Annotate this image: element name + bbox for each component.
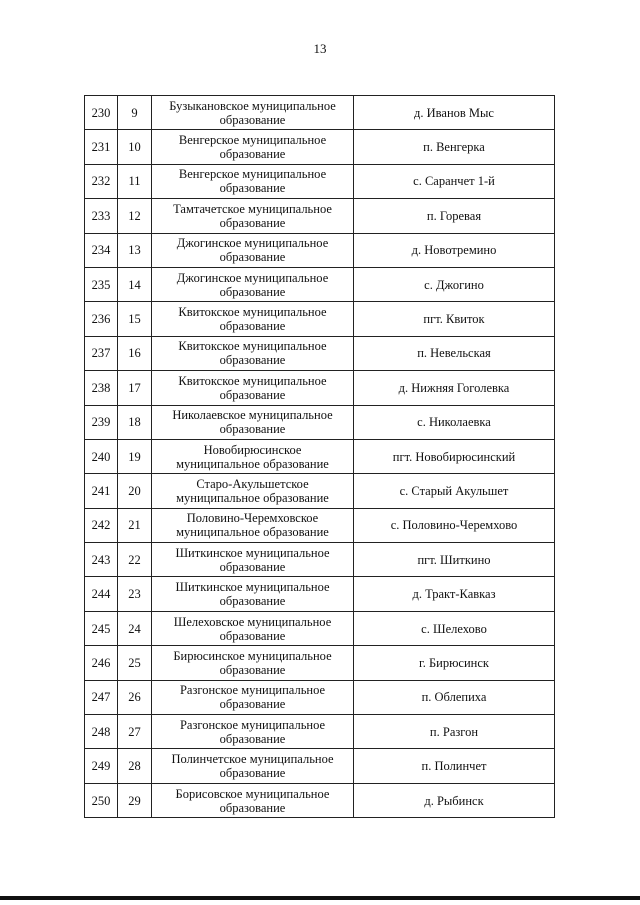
settlement-name-cell: с. Николаевка <box>354 405 555 439</box>
row-number-cell: 244 <box>85 577 118 611</box>
municipality-name-cell: Тамтачетское муниципальное образование <box>152 199 354 233</box>
settlement-name-cell: г. Бирюсинск <box>354 646 555 680</box>
municipality-name-cell: Борисовское муниципальное образование <box>152 783 354 817</box>
settlement-name-cell: пгт. Шиткино <box>354 543 555 577</box>
row-number-cell: 246 <box>85 646 118 680</box>
row-number-cell: 233 <box>85 199 118 233</box>
row-number-cell: 235 <box>85 267 118 301</box>
sub-number-cell: 20 <box>118 474 152 508</box>
sub-number-cell: 18 <box>118 405 152 439</box>
row-number-cell: 242 <box>85 508 118 542</box>
row-number-cell: 240 <box>85 439 118 473</box>
settlement-name-cell: с. Саранчет 1-й <box>354 164 555 198</box>
sub-number-cell: 15 <box>118 302 152 336</box>
row-number-cell: 239 <box>85 405 118 439</box>
table-row <box>85 336 555 370</box>
row-number-cell: 243 <box>85 543 118 577</box>
settlement-name-cell: п. Горевая <box>354 199 555 233</box>
sub-number-cell: 29 <box>118 783 152 817</box>
settlement-name-cell: п. Полинчет <box>354 749 555 783</box>
table-row <box>85 405 555 439</box>
sub-number-cell: 14 <box>118 267 152 301</box>
sub-number-cell: 11 <box>118 164 152 198</box>
row-number-cell: 230 <box>85 96 118 130</box>
sub-number-cell: 27 <box>118 715 152 749</box>
sub-number-cell: 10 <box>118 130 152 164</box>
table-row <box>85 199 555 233</box>
sub-number-cell: 17 <box>118 371 152 405</box>
municipality-name-cell: Шиткинское муниципальное образование <box>152 543 354 577</box>
municipality-name-cell: Бузыкановское муниципальное образование <box>152 96 354 130</box>
table-row <box>85 577 555 611</box>
table-row <box>85 164 555 198</box>
settlement-name-cell: д. Рыбинск <box>354 783 555 817</box>
table-body <box>85 96 555 818</box>
settlement-name-cell: д. Тракт-Кавказ <box>354 577 555 611</box>
table-row <box>85 680 555 714</box>
row-number-cell: 248 <box>85 715 118 749</box>
municipality-name-cell: Шелеховское муниципальное образование <box>152 611 354 645</box>
sub-number-cell: 16 <box>118 336 152 370</box>
municipality-name-cell: Половино-Черемховское муниципальное образование <box>152 508 354 542</box>
settlements-table <box>84 95 555 818</box>
row-number-cell: 238 <box>85 371 118 405</box>
municipality-name-cell: Новобирюсинское муниципальное образование <box>152 439 354 473</box>
municipality-name-cell: Бирюсинское муниципальное образование <box>152 646 354 680</box>
sub-number-cell: 13 <box>118 233 152 267</box>
sub-number-cell: 28 <box>118 749 152 783</box>
settlement-name-cell: с. Половино-Черемхово <box>354 508 555 542</box>
municipality-name-cell: Разгонское муниципальное образование <box>152 680 354 714</box>
municipality-name-cell: Венгерское муниципальное образование <box>152 130 354 164</box>
settlement-name-cell: п. Облепиха <box>354 680 555 714</box>
settlement-name-cell: п. Разгон <box>354 715 555 749</box>
table-row <box>85 439 555 473</box>
municipality-name-cell: Венгерское муниципальное образование <box>152 164 354 198</box>
row-number-cell: 234 <box>85 233 118 267</box>
row-number-cell: 249 <box>85 749 118 783</box>
row-number-cell: 241 <box>85 474 118 508</box>
settlement-name-cell: с. Джогино <box>354 267 555 301</box>
sub-number-cell: 25 <box>118 646 152 680</box>
table-row <box>85 130 555 164</box>
sub-number-cell: 21 <box>118 508 152 542</box>
settlement-name-cell: с. Старый Акульшет <box>354 474 555 508</box>
municipality-name-cell: Шиткинское муниципальное образование <box>152 577 354 611</box>
sub-number-cell: 12 <box>118 199 152 233</box>
table-row <box>85 96 555 130</box>
settlement-name-cell: д. Нижняя Гоголевка <box>354 371 555 405</box>
table-row <box>85 508 555 542</box>
municipality-name-cell: Квитокское муниципальное образование <box>152 302 354 336</box>
settlement-name-cell: пгт. Новобирюсинский <box>354 439 555 473</box>
settlement-name-cell: п. Невельская <box>354 336 555 370</box>
row-number-cell: 250 <box>85 783 118 817</box>
table-row <box>85 611 555 645</box>
municipality-name-cell: Разгонское муниципальное образование <box>152 715 354 749</box>
municipality-name-cell: Полинчетское муниципальное образование <box>152 749 354 783</box>
row-number-cell: 232 <box>85 164 118 198</box>
table-row <box>85 474 555 508</box>
municipality-name-cell: Николаевское муниципальное образование <box>152 405 354 439</box>
row-number-cell: 247 <box>85 680 118 714</box>
table-row <box>85 302 555 336</box>
sub-number-cell: 24 <box>118 611 152 645</box>
row-number-cell: 245 <box>85 611 118 645</box>
table-row <box>85 371 555 405</box>
sub-number-cell: 19 <box>118 439 152 473</box>
table-row <box>85 233 555 267</box>
sub-number-cell: 22 <box>118 543 152 577</box>
table-row <box>85 646 555 680</box>
sub-number-cell: 26 <box>118 680 152 714</box>
settlement-name-cell: пгт. Квиток <box>354 302 555 336</box>
table-row <box>85 783 555 817</box>
table-row <box>85 749 555 783</box>
settlement-name-cell: с. Шелехово <box>354 611 555 645</box>
municipality-name-cell: Квитокское муниципальное образование <box>152 371 354 405</box>
municipality-name-cell: Старо-Акульшетское муниципальное образование <box>152 474 354 508</box>
row-number-cell: 231 <box>85 130 118 164</box>
sub-number-cell: 23 <box>118 577 152 611</box>
municipality-name-cell: Джогинское муниципальное образование <box>152 267 354 301</box>
table-row <box>85 267 555 301</box>
row-number-cell: 237 <box>85 336 118 370</box>
page-number: 13 <box>313 41 327 56</box>
settlement-name-cell: д. Иванов Мыс <box>354 96 555 130</box>
municipality-name-cell: Квитокское муниципальное образование <box>152 336 354 370</box>
sub-number-cell: 9 <box>118 96 152 130</box>
bottom-rule <box>0 896 640 900</box>
settlement-name-cell: п. Венгерка <box>354 130 555 164</box>
settlement-name-cell: д. Новотремино <box>354 233 555 267</box>
table-row <box>85 715 555 749</box>
row-number-cell: 236 <box>85 302 118 336</box>
table-row <box>85 543 555 577</box>
municipality-name-cell: Джогинское муниципальное образование <box>152 233 354 267</box>
